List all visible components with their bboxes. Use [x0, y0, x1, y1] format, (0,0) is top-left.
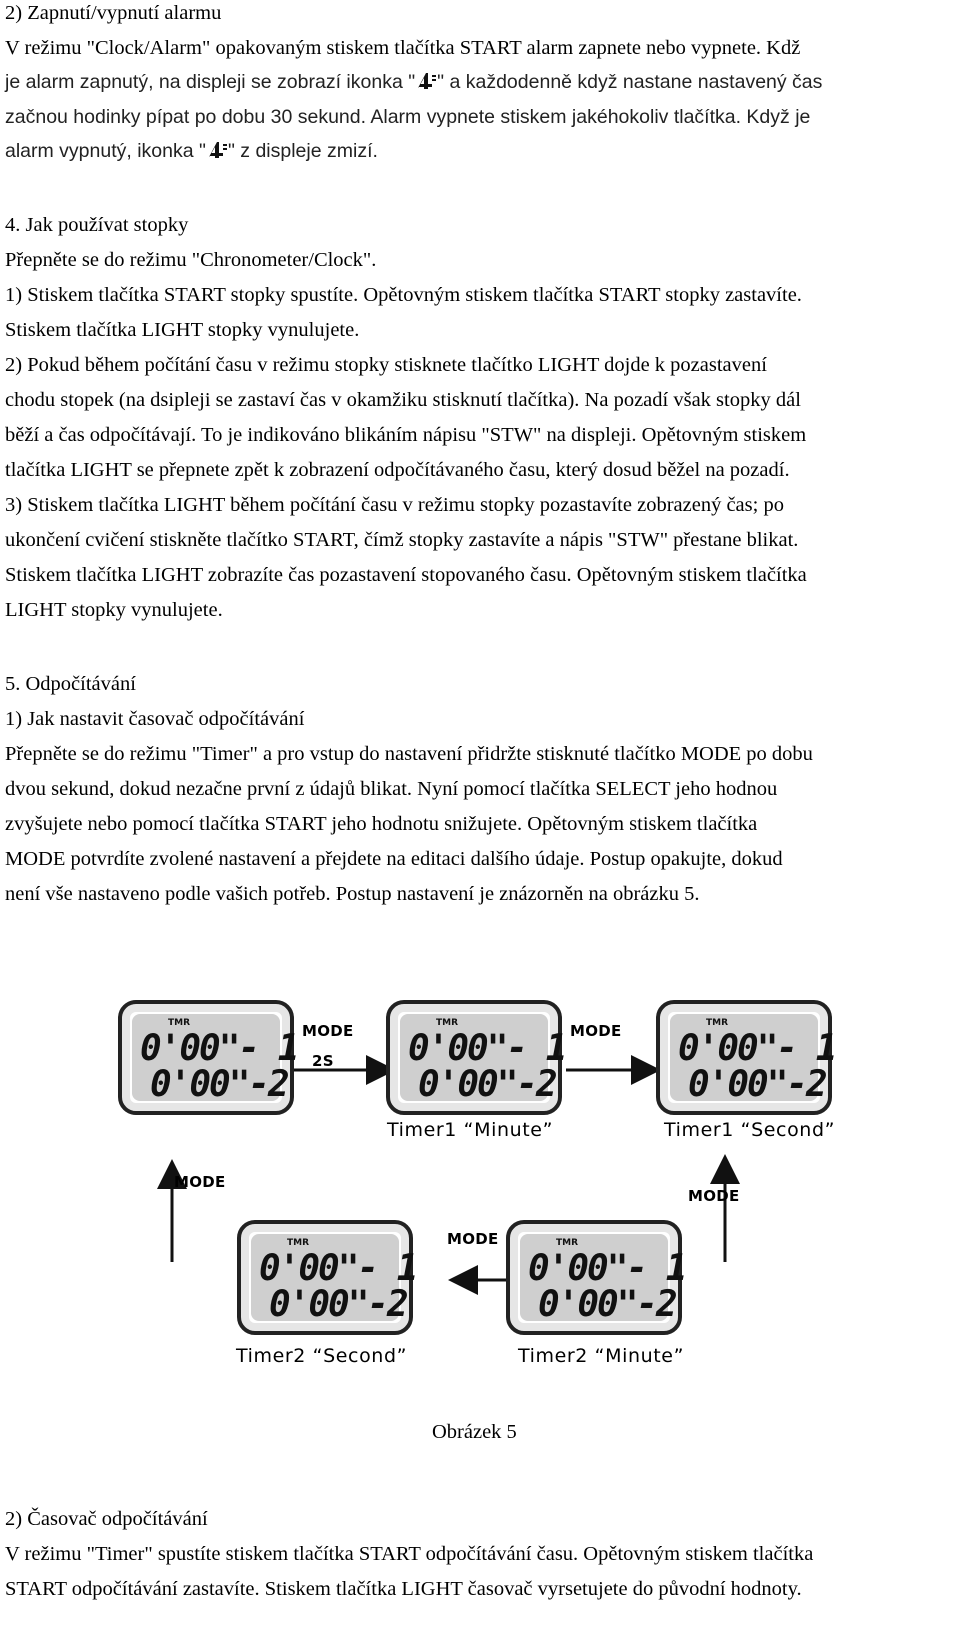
timer2-row: 0'00"-2: [418, 1064, 556, 1105]
stopwatch-p2-line-4: tlačítka LIGHT se přepnete zpět k zobrazení odpočítávaného času, který dosud běžel na pozadí.: [5, 459, 790, 481]
label-timer2-second: Timer2 “Second”: [236, 1345, 408, 1367]
timer2-row: 0'00"-2: [150, 1064, 288, 1105]
stopwatch-line-2: 1) Stiskem tlačítka START stopky spustíte. Opětovným stiskem tlačítka START stopky zastavíte.: [5, 284, 802, 306]
stopwatch-p3-line-2: ukončení cvičení stiskněte tlačítko START, čímž stopky zastavíte a nápis "STW" přestane blikat.: [5, 529, 799, 551]
tmr-indicator: TMR: [556, 1238, 579, 1248]
countdown-line-1: Přepněte se do režimu "Timer" a pro vstup do nastavení přidržte stisknuté tlačítko MODE po dobu: [5, 743, 813, 765]
countdown-heading: 5. Odpočítávání: [5, 673, 136, 695]
mode-label-3: MODE: [174, 1173, 226, 1191]
countdown-subheading: 1) Jak nastavit časovač odpočítávání: [5, 708, 305, 730]
mode-label-2: MODE: [570, 1022, 622, 1040]
timer1-row: 0'00"- 1: [140, 1028, 298, 1069]
alarm-icon: [415, 71, 437, 91]
timer1-row: 0'00"- 1: [678, 1028, 836, 1069]
tmr-indicator: TMR: [436, 1018, 459, 1028]
label-timer1-minute: Timer1 “Minute”: [387, 1119, 554, 1141]
stopwatch-p2-line-2: chodu stopek (na dsipleji se zastaví čas v okamžiku stisknutí tlačítka). Na pozadí však stopky dál: [5, 389, 801, 411]
stopwatch-heading: 4. Jak používat stopky: [5, 214, 189, 236]
tmr-indicator: TMR: [168, 1018, 191, 1028]
label-timer1-second: Timer1 “Second”: [664, 1119, 836, 1141]
stopwatch-p3-line-1: 3) Stiskem tlačítka LIGHT během počítání času v režimu stopky pozastavíte zobrazený čas; po: [5, 494, 784, 516]
alarm-heading: 2) Zapnutí/vypnutí alarmu: [5, 2, 222, 24]
display-timer1-minute: [386, 1000, 566, 1115]
countdown-line-4: MODE potvrdíte zvolené nastavení a přejdete na editaci dalšího údaje. Postup opakujte, dokud: [5, 848, 783, 870]
tmr-indicator: TMR: [706, 1018, 729, 1028]
timer-line-1: V režimu "Timer" spustíte stiskem tlačítka START odpočítávání času. Opětovným stiskem tlačítka: [5, 1543, 814, 1565]
figure-caption: Obrázek 5: [432, 1421, 517, 1443]
timer2-row: 0'00"-2: [538, 1284, 676, 1325]
alarm-line-4: alarm vypnutý, ikonka " " z displeje zmizí.: [5, 140, 378, 162]
timer1-row: 0'00"- 1: [528, 1248, 686, 1289]
display-timer2-second: [237, 1220, 417, 1335]
countdown-line-3: zvyšujete nebo pomocí tlačítka START jeho hodnotu snižujete. Opětovným stiskem tlačítka: [5, 813, 758, 835]
stopwatch-p2-line-3: běží a čas odpočítávají. To je indikováno blikáním nápisu "STW" na displeji. Opětovným stiskem: [5, 424, 807, 446]
timer1-row: 0'00"- 1: [259, 1248, 417, 1289]
alarm-line-1: V režimu "Clock/Alarm" opakovaným stiskem tlačítka START alarm zapnete nebo vypnete. Kdž: [5, 37, 801, 59]
timer-line-2: START odpočítávání zastavíte. Stiskem tlačítka LIGHT časovač vyrsetujete do původní hodnoty.: [5, 1578, 802, 1600]
stopwatch-line-3: Stiskem tlačítka LIGHT stopky vynulujete.: [5, 319, 360, 341]
timer2-row: 0'00"-2: [688, 1064, 826, 1105]
stopwatch-p2-line-1: 2) Pokud během počítání času v režimu stopky stisknete tlačítko LIGHT dojde k pozastavení: [5, 354, 767, 376]
label-timer2-minute: Timer2 “Minute”: [518, 1345, 685, 1367]
timer1-row: 0'00"- 1: [408, 1028, 566, 1069]
tmr-indicator: TMR: [287, 1238, 310, 1248]
figure-timer-setup: [0, 1000, 960, 1440]
display-timer2-minute: [506, 1220, 686, 1335]
countdown-line-2: dvou sekund, dokud nezačne první z údajů blikat. Nyní pomocí tlačítka SELECT jeho hodnou: [5, 778, 778, 800]
alarm-icon: [206, 140, 228, 160]
mode-label-5: MODE: [447, 1230, 499, 1248]
display-timer1-second: [656, 1000, 836, 1115]
countdown-line-5: není vše nastaveno podle vašich potřeb. Postup nastavení je znázorněn na obrázku 5.: [5, 883, 700, 905]
hold-2s-label: 2S: [312, 1052, 334, 1070]
display-timer-initial: [118, 1000, 298, 1115]
stopwatch-p3-line-3: Stiskem tlačítka LIGHT zobrazíte čas pozastavení stopovaného času. Opětovným stiskem tlačítka: [5, 564, 807, 586]
timer-heading: 2) Časovač odpočítávání: [5, 1508, 208, 1530]
timer2-row: 0'00"-2: [269, 1284, 407, 1325]
alarm-line-2: je alarm zapnutý, na displeji se zobrazí ikonka " " a každodenně když nastane nastavený čas: [5, 71, 823, 93]
alarm-line-3: začnou hodinky pípat po dobu 30 sekund. Alarm vypnete stiskem jakéhokoliv tlačítka. Když je: [5, 106, 811, 128]
mode-label-4: MODE: [688, 1187, 740, 1205]
stopwatch-line-1: Přepněte se do režimu "Chronometer/Clock".: [5, 249, 377, 271]
mode-label-1: MODE: [302, 1022, 354, 1040]
stopwatch-p3-line-4: LIGHT stopky vynulujete.: [5, 599, 223, 621]
